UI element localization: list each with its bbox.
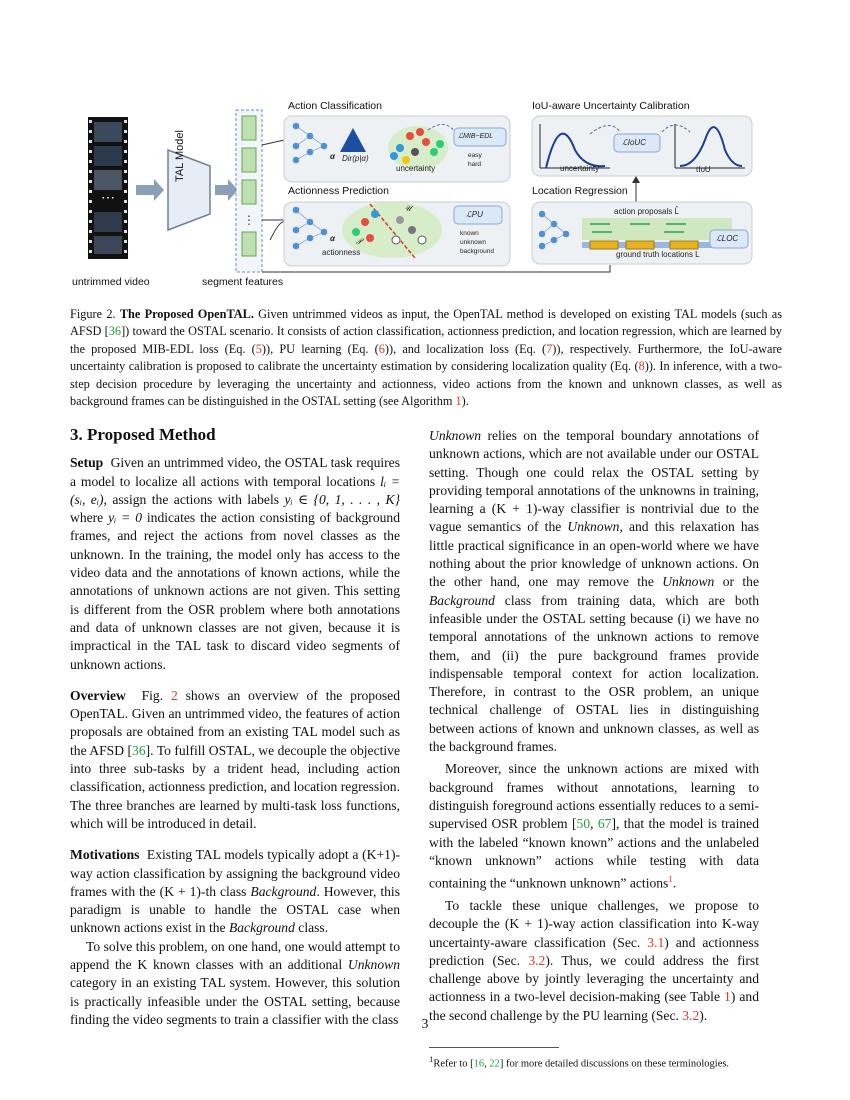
figure-link[interactable]: 2 (170, 687, 178, 703)
math: lᵢ = (sᵢ, eᵢ) (70, 473, 401, 507)
paragraph-text: or the (714, 574, 759, 590)
paragraph-text: ). Thus, we could address the first challenge above by jointly leveraging the uncertainty and actionness in a two-level decision-making (see Table (429, 952, 759, 1005)
left-column (70, 424, 400, 1029)
footnote-number: 1 (429, 1054, 434, 1065)
paragraph-text: . However, this paradigm is unable to handle the OSTAL case when unknown actions exist in the (70, 883, 400, 936)
unlabeled-set-label: 𝒰 (404, 204, 412, 213)
citation-link[interactable]: 50 (576, 816, 591, 832)
page-number: 3 (421, 1016, 429, 1031)
overview-paragraph (70, 687, 400, 833)
actionness-title: Actionness Prediction (288, 185, 389, 197)
paragraph-text: relies on the temporal boundary annotations of unknown actions, which are not available under our OSTAL setting. Though one could relax the OSTAL setting by providing temporal annotations of the unknowns in training, learning a (K + 1)-way classifier is nontrivial due to the vague semantics of the (429, 428, 759, 535)
equation-link[interactable]: 8 (638, 359, 645, 374)
paragraph (429, 760, 759, 893)
paragraph-text: Existing TAL models typically adopt a (K+1)-way action classification by assigning the background video frames with the (K + 1)-th class (70, 847, 400, 899)
paragraph-text: , (590, 816, 598, 832)
alpha-label: α (330, 152, 335, 161)
unknown-legend: unknown (460, 239, 487, 246)
equation-link[interactable]: 5 (255, 341, 262, 356)
equation-link[interactable]: 6 (378, 341, 385, 356)
paragraph-text: category in an existing TAL system. However, this solution is practically infeasible under the OSTAL setting, because finding the video segments to train a classifier with the class (70, 975, 400, 1027)
loss-pu-label: ℒPU (466, 210, 483, 219)
tiou-axis-label: tIoU (696, 165, 711, 174)
caption-text: ]) toward the OSTAL scenario. It consists of action classification, actionness prediction, and location regression, which are learned by the proposed MIB-EDL loss (Eq. ( (70, 324, 782, 356)
caption-title: The Proposed OpenTAL. (119, 307, 254, 321)
svg-text:⋮: ⋮ (243, 213, 255, 227)
segment-features (236, 110, 262, 272)
section-link[interactable]: 3.2 (682, 1007, 700, 1023)
hard-legend: hard (468, 161, 482, 168)
overview-label: Overview (70, 687, 126, 703)
citation-link[interactable]: 16 (473, 1058, 485, 1070)
background-legend: background (460, 248, 494, 255)
citation-link[interactable]: 36 (132, 742, 146, 758)
location-title: Location Regression (532, 185, 628, 197)
action-classification-title: Action Classification (288, 100, 382, 112)
paragraph-text: Given an untrimmed video, the OSTAL task requires a model to localize all actions with temporal locations (70, 455, 400, 489)
footnote-text: ] for more detailed discussions on these terminologies. (499, 1058, 730, 1070)
arrow-icon (215, 179, 238, 201)
paragraph-text: Moreover, since the unknown actions are mixed with background frames without annotations, learning to distinguish foreground actions essentially reduces to a semi-supervised OSR problem [ (429, 761, 759, 832)
citation-link[interactable]: 67 (597, 816, 612, 832)
citation-link[interactable]: 22 (489, 1058, 500, 1070)
right-column (429, 427, 759, 1071)
emphasis: Background (250, 883, 317, 899)
figure-diagram (70, 90, 782, 295)
arrow-icon (136, 179, 164, 201)
caption-text: )), and localization loss (Eq. ( (384, 341, 547, 356)
paragraph-text: , assign the actions with labels (103, 491, 285, 507)
emphasis: Background (429, 592, 495, 608)
math: yᵢ = 0 (108, 510, 142, 526)
setup-paragraph (70, 454, 400, 674)
emphasis: Unknown (429, 428, 482, 443)
emphasis: Unknown (567, 519, 620, 535)
figure-2 (70, 90, 782, 295)
paragraph-text: Fig. (141, 687, 171, 703)
action-proposals-label: action proposals L̂ (614, 207, 679, 216)
caption-text: )), PU learning (Eq. ( (261, 341, 379, 356)
math: yᵢ ∈ {0, 1, . . . , K} (284, 491, 401, 507)
paragraph-text: . (672, 875, 677, 891)
easy-legend: easy (468, 152, 482, 159)
alpha2-label: α (330, 234, 335, 243)
figure-caption (70, 306, 782, 410)
paragraph-text: class. (294, 920, 329, 936)
section-link[interactable]: 3.2 (528, 952, 546, 968)
paragraph-text: , and this relaxation has little practical significance in an open-world where we have nothing about the prior knowledge of unknown actions. On the other hand, one may remove the (429, 519, 759, 590)
paragraph-text: To tackle these unique challenges, we propose to decouple the (K + 1)-way action classification into K-way uncertainty-aware classification (Sec. (429, 897, 759, 950)
caption-text: Given untrimmed videos as input, the OpenTAL method is developed on existing TAL models (such as AFSD [ (70, 307, 783, 339)
untrimmed-video-label: untrimmed video (72, 276, 150, 288)
section-link[interactable]: 3.1 (647, 934, 665, 950)
caption-text: ). (461, 394, 469, 409)
caption-text: )), respectively. Furthermore, the IoU-aware uncertainty calibration is proposed to calibrate the uncertainty estimation by considering localization quality (Eq. ( (70, 341, 783, 374)
paragraph-text: ). (699, 1007, 708, 1023)
paragraph-text: ) and actionness prediction (Sec. (429, 934, 759, 968)
paragraph-text: ) and the second challenge by the PU learning (Sec. (429, 989, 759, 1023)
paragraph-text: shows an overview of the proposed OpenTAL. Given an untrimmed video, the features of action proposals are obtained from an existing TAL model such as the AFSD [ (70, 687, 401, 758)
film-dots: ⋯ (101, 189, 115, 205)
footnote-text: , (484, 1058, 490, 1070)
motivations-paragraph (70, 846, 400, 937)
paragraph-text: indicates the action consisting of background frames, and reject the actions from novel classes as the unknown. In the training, the model only has access to the video data and the annotations of known actions, while the annotations of unknown actions are not given. This setting is different from the OSR problem where both annotations and data of unknown classes are not given, because it is impractical in the TAL task to discard video segments of unknown actions. (70, 510, 401, 672)
paragraph-text: ], that the model is trained with the labeled “known known” actions and the unlabeled “known unknown” actions while testing with data containing the “unknown unknown” actions (429, 816, 759, 891)
tal-model-label: TAL Model (174, 130, 186, 182)
paragraph-text: where (70, 510, 109, 526)
paragraph-text: class from training data, which are both infeasible under the OSTAL setting because (i) we have no temporal annotations of the unknown actions to remove them, and (ii) the pure background frames provide indispensable temporal context for action localization. Therefore, in contrast to the OSR problem, an unique technical challenge of OSTAL lies in distinguishing between actions of known and unknown classes, as well as the background frames. (429, 592, 759, 755)
footnote (429, 1047, 759, 1071)
algorithm-link[interactable]: 1 (455, 394, 462, 409)
loss-loc-label: ℒLOC (716, 234, 739, 243)
footnote-text: Refer to [ (433, 1058, 474, 1070)
segment-features-label: segment features (202, 276, 284, 288)
paragraph (429, 897, 759, 1025)
setup-label: Setup (70, 455, 104, 471)
loss-mib-label: ℒMIB−EDL (458, 133, 494, 140)
known-legend: known (460, 230, 479, 237)
actionness-label: actionness (322, 248, 361, 257)
uncertainty-label: uncertainty (396, 164, 436, 173)
paragraph-text: To solve this problem, on one hand, one would attempt to append the K known classes with an additional (70, 938, 400, 973)
table-link[interactable]: 1 (724, 989, 731, 1005)
loss-iouc-label: ℒIoUC (622, 138, 646, 147)
caption-text: )). In inference, with a two-step decision procedure by leveraging the uncertainty and actionness, video actions from the known and unknown classes, as well as background frames can be distinguished in the OSTAL setting (see Algorithm (70, 359, 782, 409)
paragraph-text: ]. To fulfill OSTAL, we decouple the objective into three sub-tasks by a trident head, including action classification, actionness prediction, and location regression. The three branches are learned by multi-task loss functions, which will be introduced in detail. (70, 742, 400, 831)
section-heading: 3. Proposed Method (70, 425, 216, 444)
equation-link[interactable]: 7 (546, 341, 553, 356)
emphasis: Unknown (347, 957, 400, 973)
uncertainty-axis-label: uncertainty (560, 164, 600, 173)
motivations-label: Motivations (70, 847, 140, 863)
iou-calibration-title: IoU-aware Uncertainty Calibration (532, 100, 690, 112)
emphasis: Unknown (662, 574, 715, 590)
dirichlet-label: Dir(p|α) (342, 154, 369, 163)
ground-truth-label: ground truth locations L (616, 250, 700, 259)
positive-set-label: 𝒫 (356, 237, 362, 246)
emphasis: Background (228, 920, 295, 936)
caption-label: Figure 2. (70, 307, 116, 321)
video-filmstrip (88, 117, 128, 259)
paragraph (429, 427, 759, 756)
citation-link[interactable]: 36 (108, 324, 122, 339)
footnote-link[interactable]: 1 (668, 874, 673, 885)
